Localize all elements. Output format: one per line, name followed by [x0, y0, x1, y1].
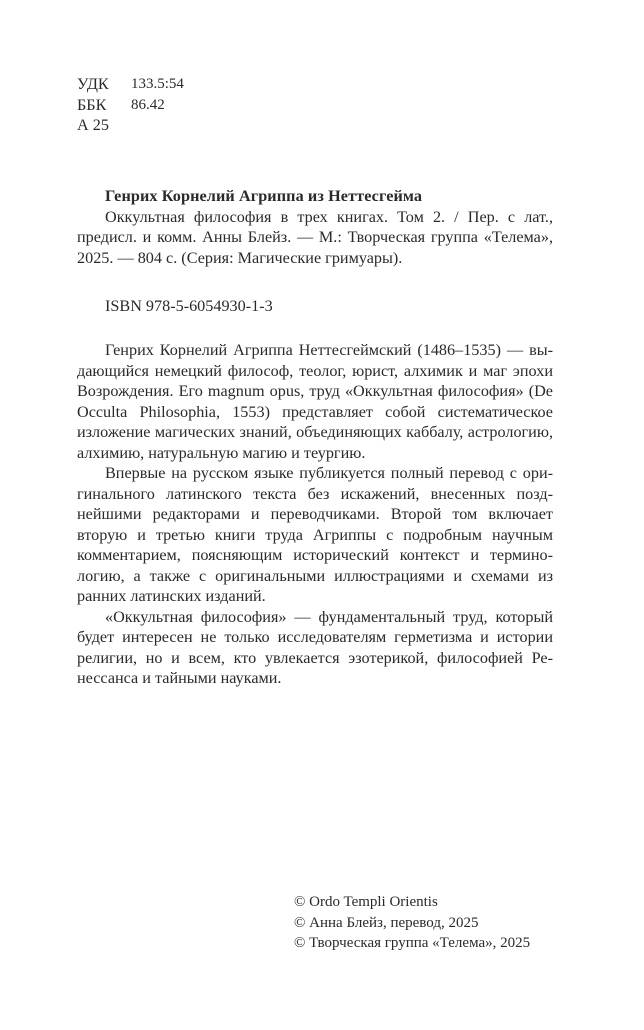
annotation: [77, 340, 553, 689]
annotation-paragraph-3: «Оккультная философия» — фундаментальный труд, который будет интересен не только исследователям герметизма и истории религии, но и всем, кто увлекается эзотерикой, философией Ренессанса и тайными науками.: [77, 607, 553, 687]
copyright-translator: © Анна Блейз, перевод, 2025: [294, 914, 479, 931]
copyright-block: [294, 892, 530, 954]
classification-block: [77, 74, 184, 136]
udk-row: [77, 74, 184, 95]
annotation-paragraph-2: Впервые на русском языке публикуется полный перевод с оригинального латинского текста без искажений, внесенных позднейшими редакторами и переводчиками. Второй том включает вторую и третью книги труда Агриппы с подробным научным комментарием, поясняющим исторический контекст и терминологию, а также с оригинальными иллюстрациями и схемами из ранних латинских изданий.: [77, 464, 553, 605]
bbk-label: ББК: [77, 95, 107, 114]
bibliographic-description: Оккультная философия в трех книгах. Том 2. / Пер. с лат., предисл. и комм. Анны Блейз. — М.: Творческая группа «Телема», 2025. — 804 с. (Серия: Магические гримуары).: [77, 207, 553, 267]
annotation-paragraph-1: Генрих Корнелий Агриппа Неттесгеймский (1486–1535) — выдающийся немецкий философ, теолог, юрист, алхимик и маг эпохи Возрождения. Его magnum opus, труд «Оккультная философия» (De Occulta Philosophia, 1553) представляет собой систематическое изложение магических знаний, объединяющих каббалу, астрологию, алхимию, натуральную магию и теургию.: [77, 341, 553, 462]
author-mark: А 25: [77, 116, 109, 134]
udk-label: УДК: [77, 75, 109, 93]
bbk-value: 86.42: [131, 96, 165, 113]
isbn: ISBN 978-5-6054930-1-3: [105, 297, 273, 315]
bbk-row: [77, 95, 184, 116]
author-mark-row: [77, 115, 184, 136]
copyright-publisher: © Творческая группа «Телема», 2025: [294, 935, 531, 951]
copyright-oto: © Ordo Templi Orientis: [294, 894, 438, 910]
author-heading: Генрих Корнелий Агриппа из Неттесгейма: [105, 187, 423, 205]
bibliographic-record: [77, 186, 553, 268]
udk-value: 133.5:54: [131, 76, 184, 92]
